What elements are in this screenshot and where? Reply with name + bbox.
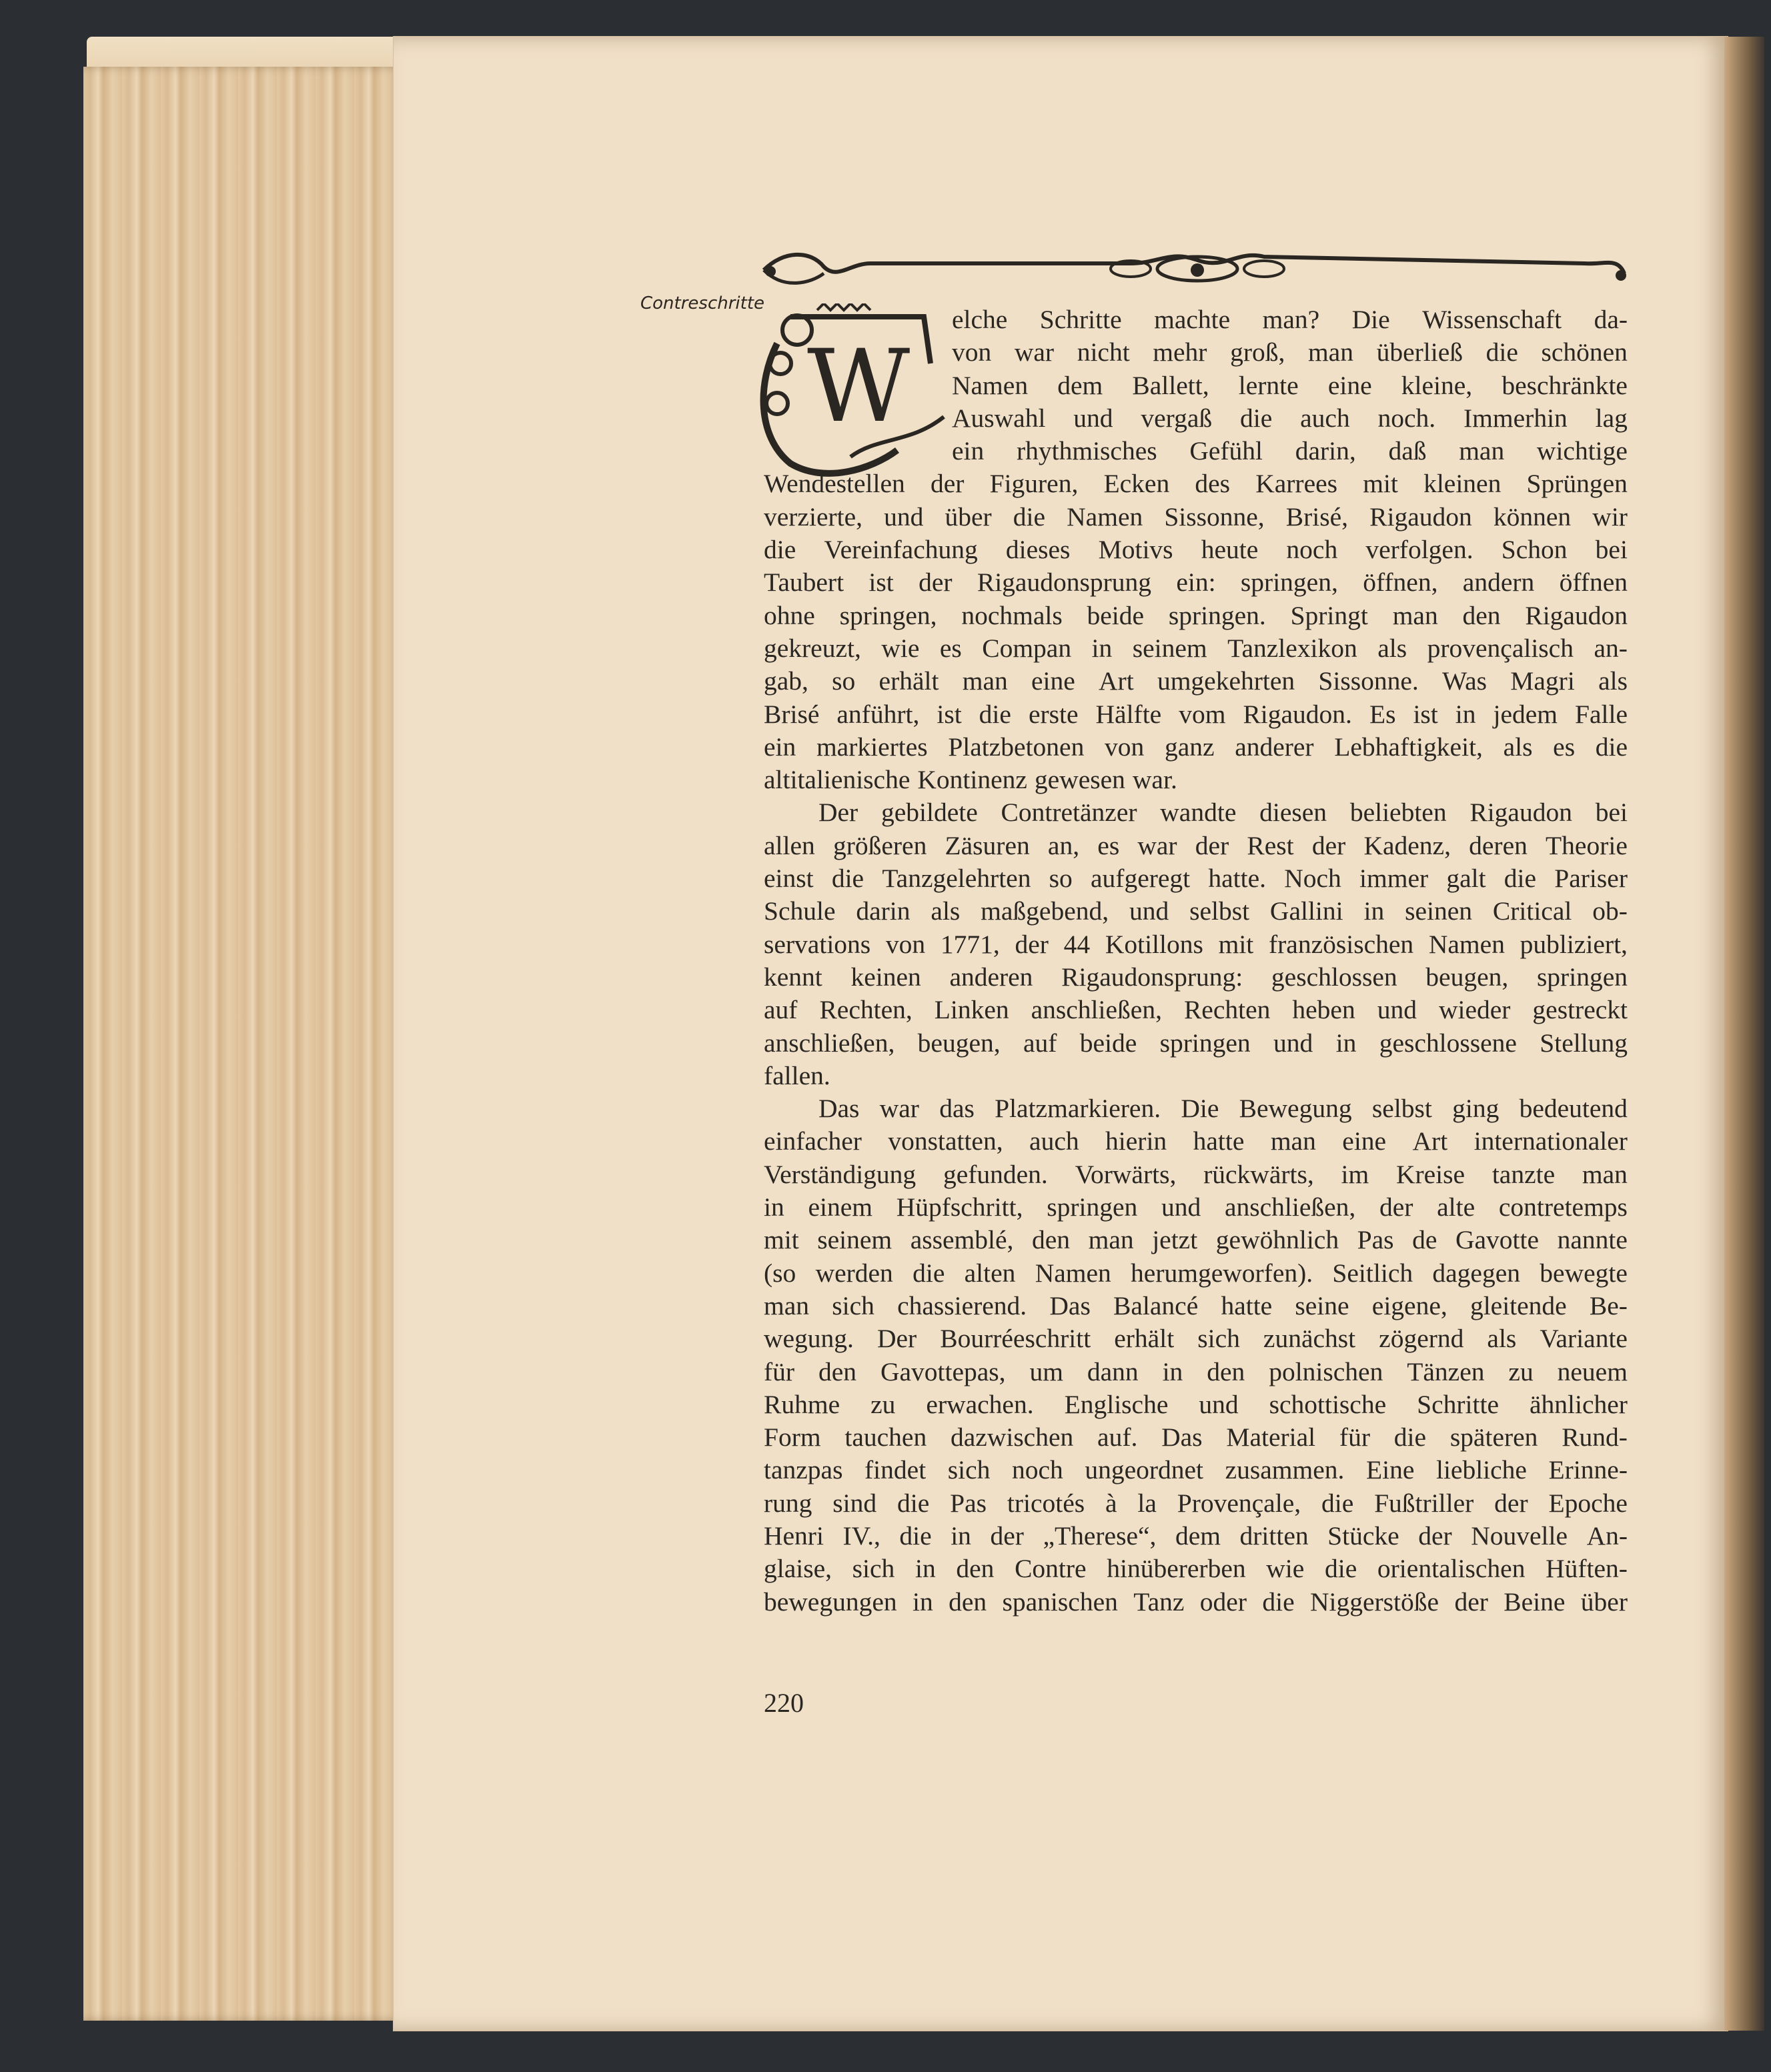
text-line: anschließen, beugen, auf beide springen und in geschlossene Stellung (764, 1028, 1628, 1058)
text-line: kennt keinen anderen Rigaudonsprung: geschlossen beugen, springen (764, 962, 1628, 992)
text-line: gekreuzt, wie es Compan in seinem Tanzlexikon als provençalisch an- (764, 633, 1628, 663)
text-line: gab, so erhält man eine Art umgekehrten Sissonne. Was Magri als (764, 666, 1628, 696)
text-line: Ruhme zu erwachen. Englische und schottische Schritte ähnlicher (764, 1389, 1628, 1419)
text-line: in einem Hüpfschritt, springen und anschließen, der alte contretemps (764, 1192, 1628, 1222)
text-line: Der gebildete Contretänzer wandte diesen beliebten Rigaudon bei (818, 798, 1628, 828)
text-line: elche Schritte machte man? Die Wissenschaft da- (952, 305, 1628, 334)
text-line: mit seinem assemblé, den man jetzt gewöhnlich Pas de Gavotte nannte (764, 1225, 1628, 1255)
text-line: fallen. (764, 1060, 830, 1090)
text-line: Verständigung gefunden. Vorwärts, rückwärts, im Kreise tanzte man (764, 1159, 1628, 1189)
text-line: ein markiertes Platzbetonen von ganz anderer Lebhaftigkeit, als es die (764, 732, 1628, 762)
text-line: verzierte, und über die Namen Sissonne, Brisé, Rigaudon können wir (764, 501, 1628, 532)
text-line: die Vereinfachung dieses Motivs heute noch verfolgen. Schon bei (764, 535, 1628, 565)
text-line: Form tauchen dazwischen auf. Das Material für die späteren Rund- (764, 1422, 1628, 1452)
text-line: Henri IV., die in der „Therese“, dem dritten Stücke der Nouvelle An- (764, 1520, 1628, 1550)
initial-letter: W (807, 329, 911, 445)
text-line: Taubert ist der Rigaudonsprung ein: springen, öffnen, andern öffnen (764, 568, 1628, 598)
text-line: Schule darin als maßgebend, und selbst Gallini in seinen Critical ob- (764, 896, 1628, 926)
text-line: auf Rechten, Linken anschließen, Rechten heben und wieder gestreckt (764, 995, 1628, 1025)
text-line: tanzpas findet sich noch ungeordnet zusammen. Eine liebliche Erinne- (764, 1455, 1628, 1485)
text-line: von war nicht mehr groß, man überließ die schönen (952, 337, 1628, 367)
text-line: servations von 1771, der 44 Kotillons mit französischen Namen publiziert, (764, 929, 1628, 959)
margin-note: Contreschritte (640, 293, 765, 313)
text-line: altitalienische Kontinenz gewesen war. (764, 765, 1177, 795)
text-line: wegung. Der Bourréeschritt erhält sich zunächst zögernd als Variante (764, 1324, 1628, 1354)
text-line: einfacher vonstatten, auch hierin hatte man eine Art internationaler (764, 1126, 1628, 1156)
text-line: allen größeren Zäsuren an, es war der Rest der Kadenz, deren Theorie (764, 830, 1628, 860)
text-line: Das war das Platzmarkieren. Die Bewegung selbst ging bedeutend (818, 1094, 1628, 1124)
text-line: Namen dem Ballett, lernte eine kleine, beschränkte (952, 370, 1628, 400)
text-line: für den Gavottepas, um dann in den polnischen Tänzen zu neuem (764, 1356, 1628, 1386)
text-line: (so werden die alten Namen herumgeworfen). Seitlich dagegen bewegte (764, 1258, 1628, 1288)
page-stack-edges (83, 67, 404, 2021)
text-line: Wendestellen der Figuren, Ecken des Karrees mit kleinen Sprüngen (764, 469, 1628, 499)
text-line: ein rhythmisches Gefühl darin, daß man wichtige (952, 436, 1628, 466)
text-line: man sich chassierend. Das Balancé hatte seine eigene, gleitende Be- (764, 1290, 1628, 1320)
page-number: 220 (764, 1688, 804, 1718)
text-line: einst die Tanzgelehrten so aufgeregt hatte. Noch immer galt die Pariser (764, 864, 1628, 894)
ornamental-headpiece (757, 243, 1631, 297)
book-gutter (1724, 37, 1764, 2031)
body-text (764, 303, 1628, 1619)
text-line: ohne springen, nochmals beide springen. Springt man den Rigaudon (764, 600, 1628, 630)
text-line: Auswahl und vergaß die auch noch. Immerhin lag (952, 403, 1628, 433)
text-line: Brisé anführt, ist die erste Hälfte vom Rigaudon. Es ist in jedem Falle (764, 699, 1628, 729)
text-line: bewegungen in den spanischen Tanz oder die Niggerstöße der Beine über (764, 1587, 1628, 1617)
text-line: rung sind die Pas tricotés à la Provençale, die Fußtriller der Epoche (764, 1488, 1628, 1518)
text-line: glaise, sich in den Contre hinübererben wie die orientalischen Hüften- (764, 1554, 1628, 1584)
